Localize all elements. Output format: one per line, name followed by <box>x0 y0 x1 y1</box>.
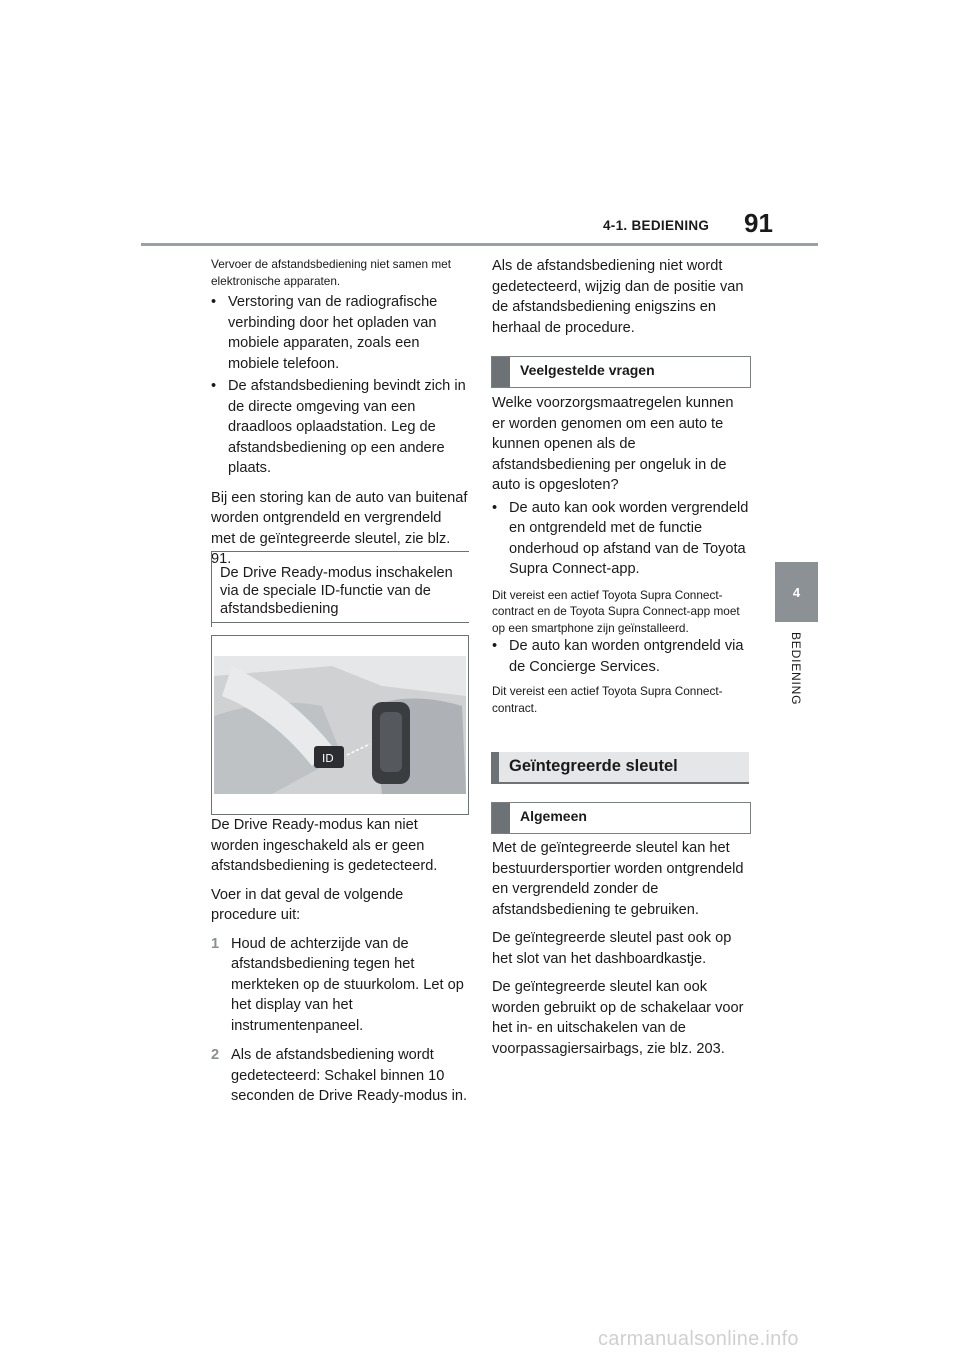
header-rule <box>141 243 818 246</box>
note-intro: Vervoer de afstandsbediening niet samen met elektronische apparaten. <box>211 257 452 288</box>
running-header-section: 4-1. BEDIENING <box>603 218 710 233</box>
right-intro: Als de afstandsbediening niet wordt gedetecteerd, wijzig dan de positie van de afstandsbediening enigszins en herhaal de procedure. <box>492 258 744 336</box>
integrated-key-heading: Geïntegreerde sleutel <box>491 752 749 782</box>
faq-content <box>492 393 750 720</box>
section-underline <box>491 782 749 784</box>
drive-ready-box-title: De Drive Ready-modus inschakelen via de speciale ID-functie van de afstandsbediening <box>211 551 469 627</box>
not-detected-paragraph: De Drive Ready-modus kan niet worden ingeschakeld als er geen afstandsbediening is gedetecteerd. <box>211 817 438 874</box>
paragraph: De geïntegreerde sleutel kan ook worden gebruikt op de schakelaar voor het in- en uitschakelen van de voorpassagiersairbags, zie blz. 203. <box>492 979 744 1057</box>
list-item: • De auto kan ook worden vergrendeld en ontgrendeld met de functie onderhoud op afstand van de Toyota Supra Connect-app. <box>492 499 749 577</box>
list-item: • De afstandsbediening bevindt zich in de directe omgeving van een draadloos oplaadstation. Leg de afstandsbediening op een andere plaats. <box>211 378 466 476</box>
page-number: 91 <box>744 208 773 238</box>
paragraph: De geïntegreerde sleutel past ook op het slot van het dashboardkastje. <box>492 930 732 967</box>
steering-column-image <box>211 635 469 815</box>
faq-question: Welke voorzorgsmaatregelen kunnen er worden genomen om een auto te kunnen openen als de afstandsbediening per ongeluk in de auto is opgesloten? <box>492 395 734 493</box>
faq-heading: Veelgestelde vragen <box>491 356 751 388</box>
faq-note: Dit vereist een actief Toyota Supra Connect-contract. <box>492 684 723 715</box>
list-item: • Verstoring van de radiografische verbinding door het opladen van mobiele apparaten, zoals een mobiele telefoon. <box>211 294 438 372</box>
steering-column-remote-illustration-icon <box>212 636 468 814</box>
procedure-step: 2 Als de afstandsbediening wordt gedetecteerd: Schakel binnen 10 seconden de Drive Ready-modus in. <box>211 1047 468 1104</box>
paragraph: Met de geïntegreerde sleutel kan het bestuurdersportier worden ontgrendeld en vergrendeld zonder de afstandsbediening te gebruiken. <box>492 840 744 918</box>
procedure-intro: Voer in dat geval de volgende procedure uit: <box>211 886 404 923</box>
general-subheading: Algemeen <box>491 802 751 834</box>
chapter-number: 4 <box>792 584 801 600</box>
chapter-side-label: BEDIENING <box>789 632 803 706</box>
chapter-tab[interactable] <box>775 562 818 622</box>
storing-paragraph: Bij een storing kan de auto van buitenaf worden ontgrendeld en vergrendeld met de geïntegreerde sleutel, zie blz. 91. <box>211 489 468 567</box>
list-item: • De auto kan worden ontgrendeld via de Concierge Services. <box>492 638 744 675</box>
left-column <box>211 256 469 578</box>
procedure-step: 1 Houd de achterzijde van de afstandsbediening tegen het merkteken op de stuurkolom. Let op het display van het instrumentenpaneel. <box>211 935 464 1034</box>
left-column-lower <box>211 815 469 1116</box>
integrated-key-content <box>492 838 750 1067</box>
watermark: carmanualsonline.info <box>598 1328 799 1350</box>
faq-note: Dit vereist een actief Toyota Supra Connect-contract en de Toyota Supra Connect-app moet op een smartphone zijn geïnstalleerd. <box>492 587 740 635</box>
svg-text:ID: ID <box>322 752 334 765</box>
box-divider <box>211 622 469 623</box>
